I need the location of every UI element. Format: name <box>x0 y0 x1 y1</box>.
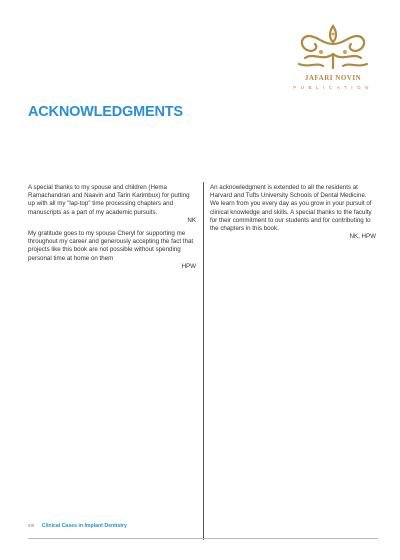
left-column <box>28 184 196 271</box>
signature: NK <box>187 216 196 224</box>
acknowledgment-paragraph: A special thanks to my spouse and children (Hema Ramachandran and Naavin and Tarin Karimbux) for putting up with all my "lap-top" time processing chapters and manuscripts as a part of my academic pursuits. <box>28 184 190 216</box>
logo-subtitle: PUBLICATION <box>293 85 373 90</box>
publisher-logo <box>283 22 383 98</box>
column-divider <box>203 182 204 540</box>
signature: HPW <box>181 262 196 270</box>
acknowledgment-paragraph: My gratitude goes to my spouse Cheryl for supporting me throughout my career and generously accepting the fact that projects like this book are not possible without spending personal time at home on them <box>28 230 194 262</box>
signature: NK, HPW <box>349 233 376 241</box>
page-heading: ACKNOWLEDGMENTS <box>28 104 183 120</box>
footer-rule <box>28 538 378 539</box>
crown-ornament-icon <box>293 22 373 72</box>
page-number: xvi <box>28 523 35 529</box>
right-column <box>210 184 376 241</box>
acknowledgment-paragraph: An acknowledgment is extended to all the residents at Harvard and Tufts University Schools of Dental Medicine. We learn from you every day as you grow in your pursuit of clinical knowledge and skills. A special thanks to the faculty for their commitment to our students and for contributing to the chapters in this book. <box>210 184 372 233</box>
page-footer <box>28 523 127 529</box>
book-title: Clinical Cases in Implant Dentistry <box>41 523 127 529</box>
logo-name: JAFARI NOVIN <box>304 74 362 82</box>
